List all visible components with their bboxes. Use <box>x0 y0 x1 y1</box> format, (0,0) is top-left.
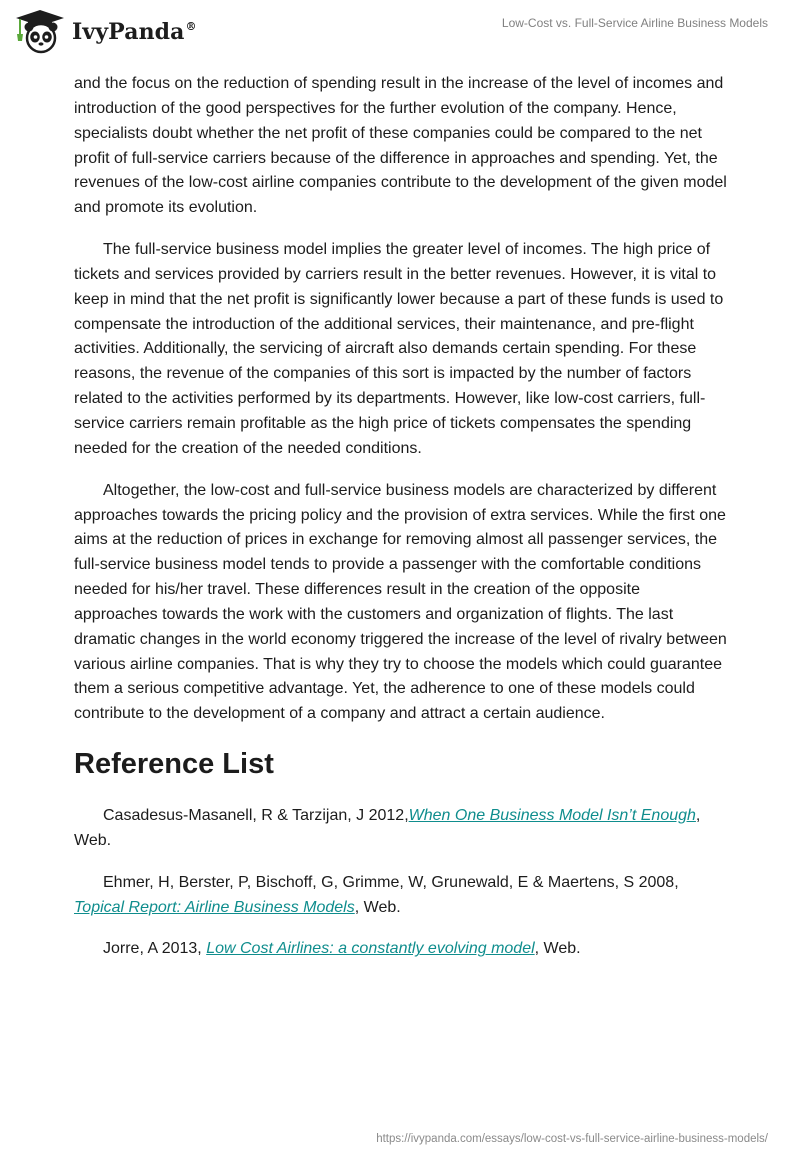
logo-wordmark <box>72 19 197 45</box>
reference-list-heading: Reference List <box>74 748 274 781</box>
source-url[interactable]: https://ivypanda.com/essays/low-cost-vs-full-service-airline-business-models/ <box>376 1133 768 1145</box>
body-paragraph-continued: and the focus on the reduction of spending result in the increase of the level of incomes and introduction of the good perspectives for the further evolution of the company. Hence, specialists doubt whether the net profit of these companies could be compared to the net profit of full-service carriers because of the difference in approaches and spending. Yet, the revenues of the low-cost airline companies contribute to the development of the given model and promote its evolution. <box>74 75 727 217</box>
panda-graduate-icon <box>14 8 66 54</box>
ivypanda-logo[interactable] <box>14 8 197 54</box>
reference-suffix: , Web. <box>74 807 701 849</box>
reference-authors: Ehmer, H, Berster, P, Bischoff, G, Grimme, W, Grunewald, E & Maertens, S 2008, <box>103 873 679 891</box>
essay-content <box>74 72 728 962</box>
reference-item <box>74 804 728 854</box>
running-title: Low-Cost vs. Full-Service Airline Business Models <box>501 16 768 30</box>
reference-link[interactable]: Low Cost Airlines: a constantly evolving model <box>206 940 535 958</box>
reference-link[interactable]: When One Business Model Isn’t Enough <box>408 807 696 825</box>
body-paragraph: Altogether, the low-cost and full-service business models are characterized by different approaches towards the pricing policy and the provision of extra services. While the first one aims at the reduction of prices in exchange for removing almost all passenger services, the full-service business model tends to provide a passenger with the comfortable conditions needed for his/her travel. These differences result in the creation of the opposite approaches towards the work with the customers and organization of flights. The last dramatic changes in the world economy triggered the increase of the level of rivalry between various airline companies. That is why they try to choose the models which could guarantee them a serious competitive advantage. Yet, the adherence to one of these models could contribute to the development of a company and attract a certain audience. <box>74 481 727 723</box>
reference-item <box>74 937 728 962</box>
page-header <box>0 0 800 64</box>
reference-suffix: , Web. <box>534 940 581 958</box>
logo-name: IvyPanda <box>72 19 185 45</box>
reference-item <box>74 871 728 921</box>
body-paragraph: The full-service business model implies the greater level of incomes. The high price of tickets and services provided by carriers result in the better revenues. However, it is vital to keep in mind that the net profit is significantly lower because a part of these funds is used to compensate the introduction of the additional services, their maintenance, and pre-flight activities. Additionally, the servicing of aircraft also demands certain spending. For these reasons, the revenue of the companies of this sort is impacted by the number of factors related to the activities performed by its departments. However, like low-cost carriers, full-service carriers remain profitable as the high price of tickets compensates the spending needed for the creation of the needed conditions. <box>74 241 724 457</box>
reference-authors: Jorre, A 2013, <box>103 940 207 958</box>
reference-authors: Casadesus-Masanell, R & Tarzijan, J 2012, <box>103 807 409 825</box>
registered-mark: ® <box>185 20 197 33</box>
reference-suffix: , Web. <box>354 898 401 916</box>
reference-link[interactable]: Topical Report: Airline Business Models <box>74 898 355 916</box>
